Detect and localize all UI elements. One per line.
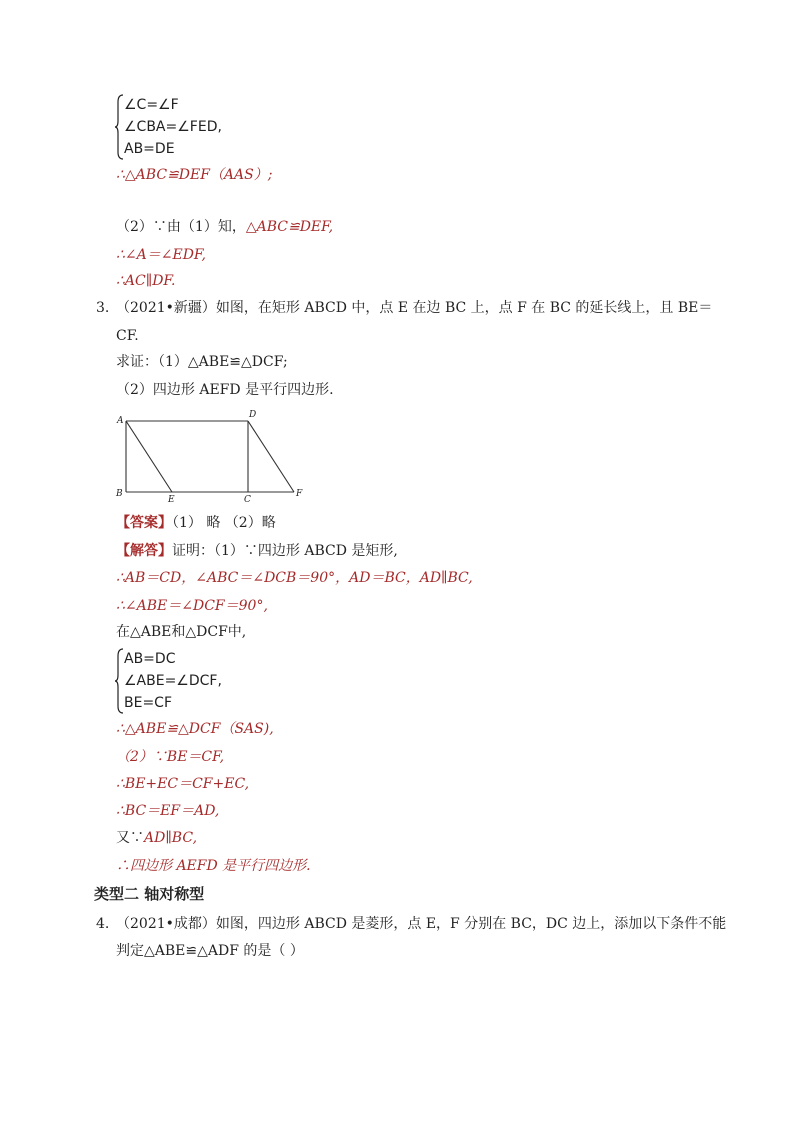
- solution-step-2: ∴∠ABE＝∠DCF＝90°,: [116, 598, 268, 614]
- prove-line-1: 求证：（1）△ABE≌△DCF;: [116, 354, 288, 370]
- solution-step-5: （2）∵BE＝CF,: [116, 749, 225, 765]
- answer-tag: 【答案】: [116, 515, 172, 531]
- solution-step-3: 在△ABE和△DCF中,: [116, 624, 247, 640]
- question-4-number: 4.: [96, 916, 110, 932]
- left-brace-icon: [114, 94, 124, 160]
- solution-step-1: ∴AB＝CD，∠ABC＝∠DCB＝90°，AD＝BC，AD∥BC,: [116, 570, 473, 586]
- question-4-line-2: 判定△ABE≌△ADF 的是（ ）: [116, 943, 304, 959]
- label-a: A: [117, 416, 124, 426]
- step8-red: AD∥BC,: [144, 830, 198, 846]
- solution-line: [116, 542, 398, 560]
- step8-prefix: 又∵: [116, 830, 144, 846]
- label-f: F: [296, 489, 303, 499]
- left-brace-icon: [114, 648, 124, 714]
- question-3-line-1: （2021•新疆）如图，在矩形 ABCD 中，点 E 在边 BC 上，点 F 在 BC 的延长线上，且 BE＝: [116, 300, 713, 316]
- label-c: C: [244, 495, 251, 504]
- answer-line: [116, 514, 276, 532]
- part2-line-3: ∴AC∥DF.: [116, 273, 176, 289]
- brace-line-2: ∠CBA=∠FED,: [124, 119, 222, 135]
- solution-step-6: ∴BE+EC＝CF+EC,: [116, 776, 250, 792]
- brace-line-3: AB=DE: [124, 141, 175, 157]
- question-3-line-2: CF.: [116, 328, 139, 344]
- solution-step-9: ∴四边形 AEFD 是平行四边形.: [116, 858, 311, 874]
- label-b: B: [116, 489, 123, 499]
- label-e: E: [168, 495, 175, 504]
- question-3-number: 3.: [96, 300, 110, 316]
- brace2-line-1: AB=DC: [124, 651, 176, 667]
- solution-text: 证明：（1）∵四边形 ABCD 是矩形,: [172, 543, 398, 559]
- label-d: D: [249, 410, 257, 420]
- part2-line-2: ∴∠A＝∠EDF,: [116, 247, 206, 263]
- section-heading: 类型二 轴对称型: [94, 885, 205, 903]
- answer-text: （1） 略 （2）略: [172, 515, 276, 531]
- part2-line-1: [116, 218, 333, 236]
- brace2-line-2: ∠ABE=∠DCF,: [124, 673, 222, 689]
- solution-tag: 【解答】: [116, 543, 172, 559]
- part2-prefix: （2）∵由（1）知，: [116, 219, 246, 235]
- solution-step-7: ∴BC＝EF＝AD,: [116, 803, 220, 819]
- prove-line-2: （2）四边形 AEFD 是平行四边形.: [116, 382, 334, 398]
- conclusion-line: ∴△ABC≌DEF（AAS）;: [116, 167, 273, 183]
- question-4-line-1: （2021•成都）如图，四边形 ABCD 是菱形，点 E，F 分别在 BC，DC 边上，添加以下条件不能: [116, 916, 727, 932]
- solution-step-8: [116, 829, 197, 847]
- brace2-line-3: BE=CF: [124, 695, 173, 711]
- part2-red: △ABC≌DEF,: [245, 219, 334, 235]
- brace-line-1: ∠C=∠F: [124, 97, 179, 113]
- rectangle-figure: [112, 406, 312, 504]
- solution-step-4: ∴△ABE≌△DCF（SAS),: [116, 721, 274, 737]
